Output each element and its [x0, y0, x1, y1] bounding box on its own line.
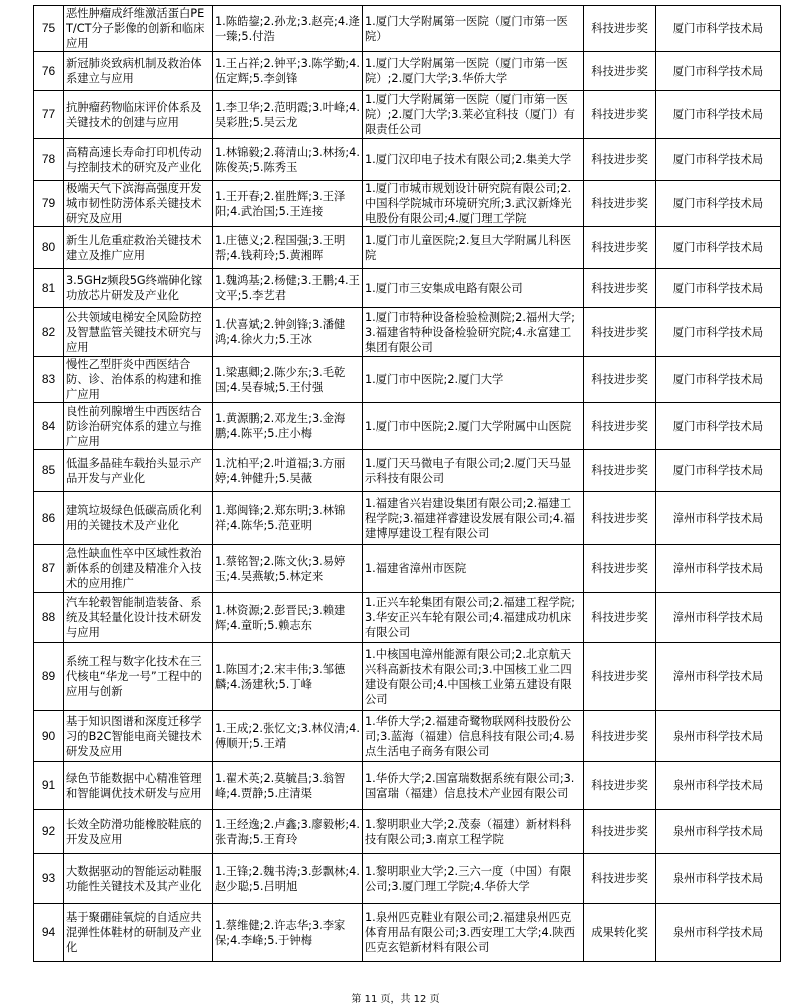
row-number-cell: 80	[34, 227, 64, 269]
row-number-cell: 91	[34, 762, 64, 810]
contributors-cell: 1.王经逸;2.卢鑫;3.廖毅彬;4.张青海;5.王育玲	[213, 810, 363, 854]
contributors-cell: 1.王开春;2.崔胜辉;3.王泽阳;4.武治国;5.王连接	[213, 181, 363, 227]
project-name-cell: 慢性乙型肝炎中西医结合防、诊、治体系的构建和推广应用	[64, 357, 213, 403]
award-type-cell: 科技进步奖	[584, 269, 656, 308]
project-name-cell: 高精高速长寿命打印机传动与控制技术的研究及产业化	[64, 139, 213, 181]
project-name-cell: 3.5GHz频段5G终端砷化镓功放芯片研发及产业化	[64, 269, 213, 308]
award-type-cell: 科技进步奖	[584, 52, 656, 91]
table-row	[34, 492, 781, 545]
table-row	[34, 357, 781, 403]
contributors-cell: 1.魏鸿基;2.杨健;3.王鹏;4.王文平;5.李艺君	[213, 269, 363, 308]
table-row	[34, 269, 781, 308]
units-cell: 1.厦门市三安集成电路有限公司	[363, 269, 584, 308]
table-row	[34, 545, 781, 593]
table-row	[34, 762, 781, 810]
award-type-cell: 科技进步奖	[584, 450, 656, 492]
contributors-cell: 1.林锦毅;2.蒋清山;3.林扬;4.陈俊英;5.陈秀玉	[213, 139, 363, 181]
row-number-cell: 79	[34, 181, 64, 227]
row-number-cell: 90	[34, 711, 64, 762]
units-cell: 1.厦门汉印电子技术有限公司;2.集美大学	[363, 139, 584, 181]
row-number-cell: 76	[34, 52, 64, 91]
units-cell: 1.正兴车轮集团有限公司;2.福建工程学院;3.华安正兴车轮有限公司;4.福建成功机床有限公司	[363, 593, 584, 643]
table-row	[34, 6, 781, 52]
recommender-cell: 漳州市科学技术局	[656, 643, 781, 711]
award-type-cell: 科技进步奖	[584, 545, 656, 593]
awards-table	[33, 5, 781, 962]
project-name-cell: 新冠肺炎致病机制及救治体系建立与应用	[64, 52, 213, 91]
project-name-cell: 基于聚硼硅氧烷的自适应共混弹性体鞋材的研制及产业化	[64, 904, 213, 962]
recommender-cell: 泉州市科学技术局	[656, 762, 781, 810]
project-name-cell: 良性前列腺增生中西医结合防诊治研究体系的建立与推广应用	[64, 403, 213, 450]
table-row	[34, 593, 781, 643]
recommender-cell: 厦门市科学技术局	[656, 269, 781, 308]
award-type-cell: 科技进步奖	[584, 6, 656, 52]
project-name-cell: 绿色节能数据中心精准管理和智能调优技术研发与应用	[64, 762, 213, 810]
project-name-cell: 公共领域电梯安全风险防控及智慧监管关键技术研究与应用	[64, 308, 213, 357]
contributors-cell: 1.蔡维健;2.许志华;3.李家保;4.李峰;5.于钟梅	[213, 904, 363, 962]
recommender-cell: 厦门市科学技术局	[656, 450, 781, 492]
project-name-cell: 系统工程与数字化技术在三代核电“华龙一号”工程中的应用与创新	[64, 643, 213, 711]
award-type-cell: 科技进步奖	[584, 91, 656, 139]
recommender-cell: 厦门市科学技术局	[656, 91, 781, 139]
units-cell: 1.厦门市中医院;2.厦门大学附属中山医院	[363, 403, 584, 450]
units-cell: 1.厦门大学附属第一医院（厦门市第一医院）;2.厦门大学;3.莱必宜科技（厦门）有限责任公司	[363, 91, 584, 139]
project-name-cell: 汽车轮毂智能制造装备、系统及其轻量化设计技术研发与应用	[64, 593, 213, 643]
project-name-cell: 极端天气下滨海高强度开发城市韧性防涝体系关键技术研究及应用	[64, 181, 213, 227]
award-type-cell: 科技进步奖	[584, 181, 656, 227]
recommender-cell: 泉州市科学技术局	[656, 810, 781, 854]
award-type-cell: 科技进步奖	[584, 593, 656, 643]
row-number-cell: 84	[34, 403, 64, 450]
award-type-cell: 科技进步奖	[584, 492, 656, 545]
table-row	[34, 810, 781, 854]
contributors-cell: 1.陈皓鋆;2.孙龙;3.赵亮;4.逄一臻;5.付浩	[213, 6, 363, 52]
award-type-cell: 成果转化奖	[584, 904, 656, 962]
contributors-cell: 1.王成;2.张忆文;3.林仪清;4.傅顺开;5.王靖	[213, 711, 363, 762]
row-number-cell: 92	[34, 810, 64, 854]
recommender-cell: 厦门市科学技术局	[656, 357, 781, 403]
recommender-cell: 厦门市科学技术局	[656, 139, 781, 181]
project-name-cell: 低温多晶硅车载抬头显示产品开发与产业化	[64, 450, 213, 492]
units-cell: 1.厦门大学附属第一医院（厦门市第一医院）;2.厦门大学;3.华侨大学	[363, 52, 584, 91]
contributors-cell: 1.伏喜斌;2.钟剑锋;3.潘健鸿;4.徐火力;5.王冰	[213, 308, 363, 357]
contributors-cell: 1.翟术英;2.莫毓昌;3.翁智峰;4.贾静;5.庄清渠	[213, 762, 363, 810]
units-cell: 1.泉州匹克鞋业有限公司;2.福建泉州匹克体育用品有限公司;3.西安理工大学;4.陕西匹克玄铠新材料有限公司	[363, 904, 584, 962]
row-number-cell: 81	[34, 269, 64, 308]
contributors-cell: 1.王锋;2.魏书涛;3.彭飘林;4.赵少聪;5.吕明旭	[213, 854, 363, 904]
row-number-cell: 87	[34, 545, 64, 593]
row-number-cell: 77	[34, 91, 64, 139]
award-type-cell: 科技进步奖	[584, 711, 656, 762]
contributors-cell: 1.庄德义;2.程国强;3.王明帮;4.钱莉玲;5.黄湘晖	[213, 227, 363, 269]
project-name-cell: 基于知识图谱和深度迁移学习的B2C智能电商关键技术研发及应用	[64, 711, 213, 762]
units-cell: 1.厦门天马微电子有限公司;2.厦门天马显示科技有限公司	[363, 450, 584, 492]
table-row	[34, 91, 781, 139]
contributors-cell: 1.郑闽锋;2.郑东明;3.林锦祥;4.陈华;5.范亚明	[213, 492, 363, 545]
contributors-cell: 1.蔡铭智;2.陈文伙;3.易婷玉;4.吴燕敏;5.林定来	[213, 545, 363, 593]
project-name-cell: 建筑垃圾绿色低碳高质化利用的关键技术及产业化	[64, 492, 213, 545]
row-number-cell: 82	[34, 308, 64, 357]
contributors-cell: 1.林资源;2.彭晋民;3.赖建辉;4.童昕;5.赖志东	[213, 593, 363, 643]
recommender-cell: 厦门市科学技术局	[656, 227, 781, 269]
units-cell: 1.中核国电漳州能源有限公司;2.北京航天兴科高新技术有限公司;3.中国核工业二四建设有限公司;4.中国核工业第五建设有限公司	[363, 643, 584, 711]
row-number-cell: 85	[34, 450, 64, 492]
contributors-cell: 1.梁惠卿;2.陈少东;3.毛乾国;4.吴春城;5.王付强	[213, 357, 363, 403]
table-row	[34, 308, 781, 357]
row-number-cell: 89	[34, 643, 64, 711]
award-type-cell: 科技进步奖	[584, 810, 656, 854]
recommender-cell: 厦门市科学技术局	[656, 403, 781, 450]
project-name-cell: 新生儿危重症救治关键技术建立及推广应用	[64, 227, 213, 269]
row-number-cell: 88	[34, 593, 64, 643]
row-number-cell: 75	[34, 6, 64, 52]
units-cell: 1.厦门市城市规划设计研究院有限公司;2.中国科学院城市环境研究所;3.武汉新烽光电股份有限公司;4.厦门理工学院	[363, 181, 584, 227]
recommender-cell: 漳州市科学技术局	[656, 545, 781, 593]
award-type-cell: 科技进步奖	[584, 762, 656, 810]
recommender-cell: 泉州市科学技术局	[656, 711, 781, 762]
contributors-cell: 1.沈柏平;2.叶道福;3.方丽婷;4.钟健升;5.吴薇	[213, 450, 363, 492]
table-row	[34, 403, 781, 450]
contributors-cell: 1.王占祥;2.钟平;3.陈学勤;4.伍定辉;5.李剑锋	[213, 52, 363, 91]
row-number-cell: 78	[34, 139, 64, 181]
units-cell: 1.厦门市特种设备检验检测院;2.福州大学;3.福建省特种设备检验研究院;4.永富建工集团有限公司	[363, 308, 584, 357]
table-row	[34, 643, 781, 711]
row-number-cell: 93	[34, 854, 64, 904]
units-cell: 1.厦门市中医院;2.厦门大学	[363, 357, 584, 403]
contributors-cell: 1.陈国才;2.宋丰伟;3.邹德麟;4.汤建秋;5.丁峰	[213, 643, 363, 711]
award-type-cell: 科技进步奖	[584, 139, 656, 181]
recommender-cell: 泉州市科学技术局	[656, 854, 781, 904]
recommender-cell: 泉州市科学技术局	[656, 904, 781, 962]
award-type-cell: 科技进步奖	[584, 403, 656, 450]
recommender-cell: 厦门市科学技术局	[656, 308, 781, 357]
table-row	[34, 904, 781, 962]
recommender-cell: 厦门市科学技术局	[656, 181, 781, 227]
page-footer: 第 11 页，共 12 页	[351, 994, 440, 1005]
row-number-cell: 83	[34, 357, 64, 403]
units-cell: 1.华侨大学;2.福建奇鹭物联网科技股份公司;3.蓝海（福建）信息科技有限公司;4.易点生活电子商务有限公司	[363, 711, 584, 762]
recommender-cell: 漳州市科学技术局	[656, 593, 781, 643]
units-cell: 1.厦门市儿童医院;2.复旦大学附属儿科医院	[363, 227, 584, 269]
units-cell: 1.福建省兴岩建设集团有限公司;2.福建工程学院;3.福建祥睿建设发展有限公司;4.福建博厚建设工程有限公司	[363, 492, 584, 545]
award-type-cell: 科技进步奖	[584, 854, 656, 904]
award-type-cell: 科技进步奖	[584, 643, 656, 711]
project-name-cell: 长效全防滑功能橡胶鞋底的开发及应用	[64, 810, 213, 854]
award-type-cell: 科技进步奖	[584, 227, 656, 269]
table-row	[34, 227, 781, 269]
table-row	[34, 139, 781, 181]
recommender-cell: 厦门市科学技术局	[656, 6, 781, 52]
row-number-cell: 94	[34, 904, 64, 962]
award-type-cell: 科技进步奖	[584, 308, 656, 357]
recommender-cell: 漳州市科学技术局	[656, 492, 781, 545]
table-row	[34, 450, 781, 492]
table-row	[34, 711, 781, 762]
project-name-cell: 恶性肿瘤成纤维激活蛋白PET/CT分子影像的创新和临床应用	[64, 6, 213, 52]
units-cell: 1.黎明职业大学;2.茂泰（福建）新材料科技有限公司;3.南京工程学院	[363, 810, 584, 854]
units-cell: 1.厦门大学附属第一医院（厦门市第一医院）	[363, 6, 584, 52]
table-row	[34, 181, 781, 227]
table-row	[34, 854, 781, 904]
project-name-cell: 大数据驱动的智能运动鞋服功能性关键技术及其产业化	[64, 854, 213, 904]
table-row	[34, 52, 781, 91]
units-cell: 1.华侨大学;2.国富瑞数据系统有限公司;3.国富瑞（福建）信息技术产业园有限公司	[363, 762, 584, 810]
contributors-cell: 1.李卫华;2.范明霞;3.叶峰;4.吴彩胜;5.吴云龙	[213, 91, 363, 139]
contributors-cell: 1.黄源鹏;2.邓龙生;3.金海鹏;4.陈平;5.庄小梅	[213, 403, 363, 450]
row-number-cell: 86	[34, 492, 64, 545]
units-cell: 1.黎明职业大学;2.三六一度（中国）有限公司;3.厦门理工学院;4.华侨大学	[363, 854, 584, 904]
recommender-cell: 厦门市科学技术局	[656, 52, 781, 91]
project-name-cell: 急性缺血性卒中区域性救治新体系的创建及精准介入技术的应用推广	[64, 545, 213, 593]
units-cell: 1.福建省漳州市医院	[363, 545, 584, 593]
project-name-cell: 抗肿瘤药物临床评价体系及关键技术的创建与应用	[64, 91, 213, 139]
award-type-cell: 科技进步奖	[584, 357, 656, 403]
